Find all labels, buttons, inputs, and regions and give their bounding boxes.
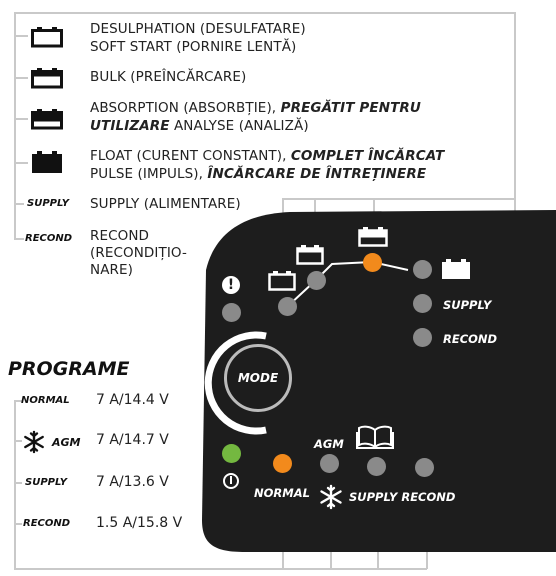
legend-float-line2: PULSE (IMPULS), ÎNCĂRCARE DE ÎNTREȚINERE bbox=[90, 166, 427, 182]
program-recond-value: 1.5 A/15.8 V bbox=[96, 515, 183, 531]
power-icon bbox=[222, 472, 240, 490]
program-agm-tag: AGM bbox=[52, 436, 81, 449]
legend-float-line1: FLOAT (CURENT CONSTANT), COMPLET ÎNCĂRCAT bbox=[90, 148, 445, 164]
mode-button[interactable] bbox=[224, 344, 292, 412]
power-led bbox=[222, 444, 241, 463]
supply-led bbox=[413, 294, 432, 313]
absorption-led bbox=[363, 253, 382, 272]
supply-program-led[interactable] bbox=[367, 457, 386, 476]
panel-battery-full-icon bbox=[441, 258, 471, 280]
legend-bulk: BULK (PREÎNCĂRCARE) bbox=[90, 69, 247, 85]
panel-supply-label: SUPPLY bbox=[443, 298, 492, 312]
legend-supply-tag: SUPPLY bbox=[27, 198, 70, 209]
power-symbol-svg bbox=[222, 472, 240, 490]
panel-battery-quarter-icon bbox=[296, 244, 324, 266]
recond-program-led[interactable] bbox=[415, 458, 434, 477]
legend-recond-tag: RECOND bbox=[25, 233, 73, 244]
warning-icon: ! bbox=[222, 276, 240, 294]
program-normal-value: 7 A/14.4 V bbox=[96, 392, 169, 408]
panel-normal-label: NORMAL bbox=[254, 486, 310, 500]
recond-led bbox=[413, 328, 432, 347]
error-led bbox=[222, 303, 241, 322]
legend-absorption-line1: ABSORPTION (ABSORBȚIE), PREGĂTIT PENTRU bbox=[90, 100, 421, 116]
book-icon bbox=[356, 424, 394, 450]
program-recond-tag: RECOND bbox=[23, 518, 71, 529]
program-supply-value: 7 A/13.6 V bbox=[96, 474, 169, 490]
programs-title: PROGRAME bbox=[8, 358, 130, 380]
bulk-led bbox=[307, 271, 326, 290]
legend-desulphation-line2: SOFT START (PORNIRE LENTĂ) bbox=[90, 39, 297, 55]
legend-absorption-line2: UTILIZARE ANALYSE (ANALIZĂ) bbox=[90, 118, 309, 134]
legend-desulphation-line1: DESULPHATION (DESULFATARE) bbox=[90, 21, 306, 37]
legend-recond-line2: (RECONDIȚIO- bbox=[90, 245, 188, 261]
program-agm-value: 7 A/14.7 V bbox=[96, 432, 169, 448]
normal-led[interactable] bbox=[273, 454, 292, 473]
panel-supply-recond-label: SUPPLY RECOND bbox=[349, 490, 456, 504]
legend-supply: SUPPLY (ALIMENTARE) bbox=[90, 196, 241, 212]
float-led bbox=[413, 260, 432, 279]
panel-battery-empty-icon bbox=[268, 270, 296, 292]
panel-battery-half-icon bbox=[358, 226, 388, 248]
program-supply-tag: SUPPLY bbox=[25, 477, 68, 488]
legend-recond-line1: RECOND bbox=[90, 228, 150, 244]
mode-button-label: MODE bbox=[237, 371, 279, 385]
panel-agm-label: AGM bbox=[314, 437, 344, 451]
agm-led[interactable] bbox=[320, 454, 339, 473]
program-normal-tag: NORMAL bbox=[21, 395, 70, 406]
legend-recond-line3: NARE) bbox=[90, 262, 134, 278]
desulphation-led bbox=[278, 297, 297, 316]
panel-recond-label: RECOND bbox=[443, 332, 498, 346]
panel-snowflake-icon bbox=[318, 484, 344, 510]
